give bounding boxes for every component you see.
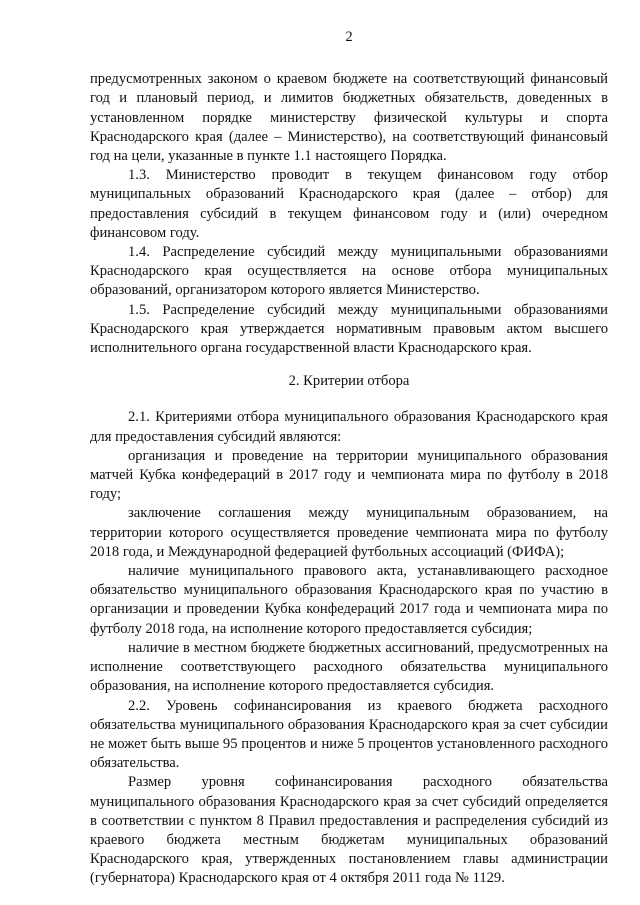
paragraph-2-1: 2.1. Критериями отбора муниципального образования Краснодарского края для предоставления субсидий являются:	[90, 409, 608, 445]
paragraph-1-5: 1.5. Распределение субсидий между муниципальными образованиями Краснодарского края утверждается нормативным правовым актом высшего исполнительного органа государственной власти Краснодарского края.	[90, 301, 608, 357]
page-number: 2	[345, 29, 353, 45]
section-heading: 2. Критерии отбора	[288, 373, 410, 390]
criterion-item: организация и проведение на территории муниципального образования матчей Кубка конфедераций в 2017 году и чемпионата мира по футболу в 2018 году;	[90, 447, 608, 503]
criterion-item: заключение соглашения между муниципальным образованием, на территории которого осуществляется проведение чемпионата мира по футболу 2018 года, и Международной федерацией футбольных ассоциаций (ФИФА);	[90, 505, 608, 560]
criterion-item: наличие в местном бюджете бюджетных ассигнований, предусмотренных на исполнение соответствующего расходного обязательства муниципального образования, на исполнение которого предоставляется субсидия.	[90, 639, 608, 695]
paragraph-1-3: 1.3. Министерство проводит в текущем финансовом году отбор муниципальных образований Краснодарского края (далее – отбор) для предоставления субсидий в текущем финансовом году и (или) очередном финансовом году.	[90, 167, 608, 241]
paragraph-cofinancing: Размер уровня софинансирования расходного обязательства муниципального образования Краснодарского края за счет субсидий определяется в соответствии с пунктом 8 Правил предоставления и распределения субсидий из краевого бюджета местным бюджетам муниципальных образований Краснодарского края, утвержденных постановлением главы администрации (губернатора) Краснодарского края от 4 октября 2011 года № 1129.	[90, 774, 608, 887]
paragraph-1-4: 1.4. Распределение субсидий между муниципальными образованиями Краснодарского края осуществляется на основе отбора муниципальных образований, организатором которого является Министерство.	[90, 244, 608, 299]
paragraph-continuation: предусмотренных законом о краевом бюджете на соответствующий финансовый год и плановый период, и лимитов бюджетных обязательств, доведенных в установленном порядке министерству физической культуры и спорта Краснодарского края (далее – Министерство), на соответствующий финансовый год на цели, указанные в пункте 1.1 настоящего Порядка.	[90, 71, 608, 165]
criterion-item: наличие муниципального правового акта, устанавливающего расходное обязательство муниципального образования Краснодарского края по участию в организации и проведении Кубка конфедераций 2017 года и чемпионата мира по футболу 2018 года, на исполнение которого предоставляется субсидия;	[90, 563, 608, 637]
document-page	[90, 28, 608, 889]
paragraph-2-2: 2.2. Уровень софинансирования из краевого бюджета расходного обязательства муниципального образования Краснодарского края за счет субсидии не может быть выше 95 процентов и ниже 5 процентов установленного расходного обязательства.	[90, 697, 608, 772]
